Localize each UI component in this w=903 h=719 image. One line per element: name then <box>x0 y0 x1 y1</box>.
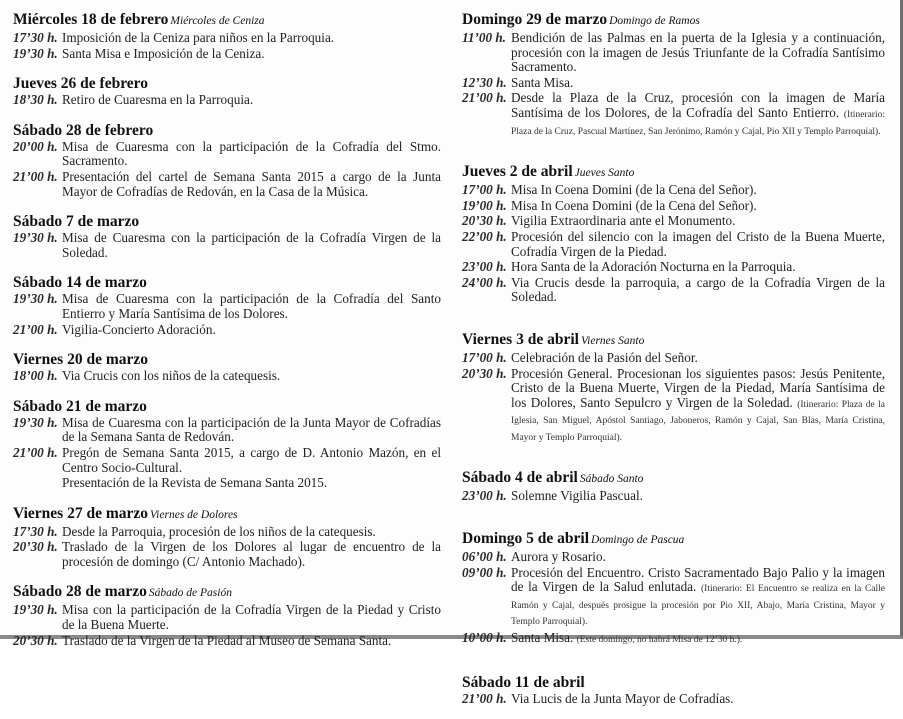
event-text: Misa de Cuaresma con la participación de la Junta Mayor de Cofradías de la Semana Santa de Redován. <box>62 414 441 445</box>
left-column <box>13 10 441 661</box>
event-row <box>13 603 441 632</box>
event-time: 20’30 h. <box>13 539 58 555</box>
event-time: 21’00 h. <box>13 168 58 184</box>
event-text: Misa In Coena Domini (de la Cena del Señor). <box>511 197 757 213</box>
event-text: Solemne Vigilia Pascual. <box>511 488 643 504</box>
day-heading <box>13 74 441 93</box>
day-heading <box>13 212 441 231</box>
event-time: 19’30 h. <box>13 230 58 246</box>
event-description <box>62 231 441 260</box>
event-text: Presentación de la Revista de Semana Santa 2015. <box>62 475 328 491</box>
event-time: 17’00 h. <box>462 182 507 198</box>
event-time: 21’00 h. <box>462 690 507 706</box>
event-time: 20’30 h. <box>462 365 507 381</box>
event-row <box>13 47 441 62</box>
event-time: 20’00 h. <box>13 138 58 154</box>
event-row <box>13 323 441 338</box>
event-description <box>62 93 441 108</box>
day-heading <box>462 468 885 489</box>
event-text: Celebración de la Pasión del Señor. <box>511 349 698 365</box>
day-heading <box>462 529 885 550</box>
event-row <box>462 550 885 565</box>
event-text: Aurora y Rosario. <box>511 549 606 565</box>
event-row <box>462 351 885 366</box>
event-description <box>511 367 885 446</box>
day-heading <box>13 10 441 31</box>
event-text: Hora Santa de la Adoración Nocturna en la Parroquia. <box>511 259 796 275</box>
event-text: Pregón de Semana Santa 2015, a cargo de D. Antonio Mazón, en el Centro Socio-Cultural. <box>62 444 441 475</box>
event-time: 19’30 h. <box>13 602 58 618</box>
event-text: Traslado de la Virgen de la Piedad al Museo de Semana Santa. <box>62 632 392 648</box>
day-date: Viernes 3 de abril <box>462 330 579 348</box>
liturgical-day: Domingo de Ramos <box>609 15 700 27</box>
day-heading <box>13 504 441 525</box>
event-description <box>62 323 441 338</box>
event-text: Misa de Cuaresma con la participación de la Cofradía del Stmo. Sacramento. <box>62 138 441 169</box>
event-text: Vigilia Extraordinaria ante el Monumento. <box>511 213 736 229</box>
event-row <box>462 631 885 648</box>
day-section <box>13 273 441 337</box>
event-row <box>13 170 441 199</box>
event-row <box>462 183 885 198</box>
event-time: 06’00 h. <box>462 549 507 565</box>
event-description <box>511 230 885 259</box>
day-heading <box>462 10 885 31</box>
event-row <box>462 692 885 707</box>
event-row <box>462 260 885 275</box>
event-text: Traslado de la Virgen de los Dolores al lugar de encuentro de la procesión de domingo (C/ Antonio Machado). <box>62 539 441 569</box>
event-row <box>13 634 441 649</box>
event-text: Via Crucis desde la parroquia, a cargo de la Cofradía Virgen de la Soledad. <box>511 274 885 305</box>
liturgical-day: Viernes Santo <box>580 334 645 347</box>
event-row <box>13 292 441 321</box>
event-text: Misa de Cuaresma con la participación de la Cofradía del Santo Entierro y María Santísima de los Dolores. <box>62 291 441 321</box>
event-description <box>511 183 885 198</box>
event-row <box>462 91 885 139</box>
event-time: 09’00 h. <box>462 564 507 580</box>
day-section <box>13 74 441 108</box>
event-text: Santa Misa. <box>511 74 574 90</box>
liturgical-day: Sábado de Pasión <box>148 587 232 600</box>
day-date: Domingo 29 de marzo <box>462 11 608 28</box>
event-row <box>13 140 441 169</box>
event-time: 17’30 h. <box>13 523 58 539</box>
day-date: Sábado 28 de febrero <box>13 121 154 139</box>
itinerary-note: (Itinerario: El Encuentro se realiza en la Calle Ramón y Cajal, después prosigue la procesión por Pio XII, Abajo, María Cristina, Mayor y Templo Parroquial). <box>511 584 885 628</box>
event-time: 10’00 h. <box>462 630 507 646</box>
event-description <box>511 566 885 630</box>
day-date: Viernes 27 de marzo <box>13 504 149 522</box>
day-section <box>13 212 441 260</box>
event-description <box>62 540 441 569</box>
day-section <box>462 10 885 139</box>
event-text: Misa con la participación de la Cofradía Virgen de la Piedad y Cristo de la Buena Muerte. <box>62 602 441 633</box>
day-section <box>13 582 441 648</box>
event-description <box>62 446 441 475</box>
day-date: Sábado 28 de marzo <box>13 583 147 601</box>
event-text: Presentación del cartel de Semana Santa 2015 a cargo de la Junta Mayor de Cofradías de Redován, en la Casa de la Música. <box>62 168 441 199</box>
event-description <box>511 260 885 275</box>
event-time: 19’30 h. <box>13 414 58 430</box>
event-text: Misa de Cuaresma con la participación de la Cofradía Virgen de la Soledad. <box>62 230 441 260</box>
event-description <box>62 31 441 46</box>
liturgical-day: Domingo de Pascua <box>591 534 685 547</box>
event-time: 22’00 h. <box>462 228 507 244</box>
event-description <box>511 351 885 366</box>
day-section <box>462 162 885 305</box>
event-row <box>462 76 885 91</box>
event-description <box>62 369 441 384</box>
event-time: 21’00 h. <box>13 321 58 337</box>
event-text: Bendición de las Palmas en la puerta de la Iglesia y a continuación, procesión con la imagen de Jesús Triunfante de la Cofradía Santísimo Sacramento. <box>511 30 885 75</box>
event-row <box>462 276 885 305</box>
event-description <box>511 489 885 504</box>
event-description <box>511 214 885 229</box>
event-time: 12’30 h. <box>462 74 507 90</box>
event-time: 24’00 h. <box>462 274 507 290</box>
event-description <box>62 47 441 62</box>
event-text: Desde la Plaza de la Cruz, procesión con la imagen de María Santísima de los Dolores, de la Cofradía del Santo Entierro. <box>511 90 885 120</box>
day-section <box>13 10 441 61</box>
event-row <box>462 199 885 214</box>
event-row <box>13 231 441 260</box>
right-column <box>462 10 885 719</box>
event-time: 18’30 h. <box>13 92 58 108</box>
event-description <box>62 170 441 199</box>
event-row <box>13 540 441 569</box>
event-time <box>13 476 62 491</box>
day-heading <box>13 350 441 369</box>
event-description <box>511 31 885 75</box>
event-description <box>62 416 441 445</box>
day-date: Sábado 11 de abril <box>462 673 585 691</box>
day-date: Jueves 26 de febrero <box>13 75 149 93</box>
event-description <box>62 603 441 632</box>
day-section <box>462 468 885 504</box>
event-text: Procesión del silencio con la imagen del Cristo de la Buena Muerte, Cofradía Virgen de la Piedad. <box>511 228 885 259</box>
event-time: 21’00 h. <box>13 444 58 460</box>
day-date: Sábado 21 de marzo <box>13 397 147 415</box>
event-time: 19’00 h. <box>462 197 507 213</box>
day-section <box>13 350 441 384</box>
day-heading <box>13 582 441 603</box>
event-description <box>511 199 885 214</box>
itinerary-note: (Este domingo, no habrá Misa de 12’30 h.). <box>576 635 743 646</box>
day-section <box>13 397 441 491</box>
day-section <box>462 673 885 707</box>
day-date: Viernes 20 de marzo <box>13 351 149 369</box>
event-text: Via Lucis de la Junta Mayor de Cofradías. <box>511 690 734 706</box>
day-heading <box>13 273 441 292</box>
event-description <box>62 634 441 649</box>
event-time: 20’30 h. <box>13 632 58 648</box>
day-section <box>13 121 441 199</box>
event-row <box>13 476 441 491</box>
event-description <box>511 76 885 91</box>
event-row <box>13 525 441 540</box>
event-description <box>511 550 885 565</box>
event-row <box>13 416 441 445</box>
event-description <box>511 276 885 305</box>
event-row <box>13 446 441 475</box>
event-text: Retiro de Cuaresma en la Parroquia. <box>62 92 254 108</box>
event-description <box>62 140 441 169</box>
event-text: Via Crucis con los niños de la catequesis. <box>62 368 281 384</box>
event-text: Vigilia-Concierto Adoración. <box>62 321 216 337</box>
event-row <box>13 31 441 46</box>
liturgical-day: Jueves Santo <box>574 167 635 180</box>
day-date: Miércoles 18 de febrero <box>13 11 169 28</box>
itinerary-note: (Itinerario: Plaza de la Iglesia, San Miguel, Apóstol Santiago, Jaboneros, Ramón y Cajal, San Blas, María Cristina, Mayor y Templo Parroquial). <box>511 399 886 443</box>
day-date: Jueves 2 de abril <box>462 163 573 181</box>
event-description <box>511 692 885 707</box>
event-text: Santa Misa e Imposición de la Ceniza. <box>62 45 265 61</box>
day-heading <box>13 121 441 140</box>
event-description <box>62 476 441 491</box>
day-section <box>13 504 441 570</box>
day-date: Sábado 7 de marzo <box>13 213 140 231</box>
event-time: 23’00 h. <box>462 259 507 275</box>
day-date: Sábado 4 de abril <box>462 469 578 487</box>
liturgical-day: Miércoles de Ceniza <box>170 15 265 27</box>
event-text: Santa Misa. <box>511 630 574 646</box>
event-description <box>511 631 885 648</box>
event-time: 21’00 h. <box>462 90 507 106</box>
event-text: Imposición de la Ceniza para niños en la Parroquia. <box>62 30 335 45</box>
liturgical-day: Sábado Santo <box>579 473 644 486</box>
day-heading <box>462 673 885 692</box>
event-row <box>13 93 441 108</box>
day-date: Sábado 14 de marzo <box>13 274 147 292</box>
day-heading <box>462 330 885 351</box>
liturgical-day: Viernes de Dolores <box>150 508 238 521</box>
day-date: Domingo 5 de abril <box>462 530 590 548</box>
day-section <box>462 330 885 446</box>
event-time: 23’00 h. <box>462 488 507 504</box>
day-section <box>462 529 885 648</box>
event-row <box>462 31 885 75</box>
event-row <box>462 230 885 259</box>
event-row <box>462 566 885 630</box>
event-row <box>462 367 885 446</box>
event-description <box>62 525 441 540</box>
event-text: Procesión General. Procesionan los siguientes pasos: Jesús Penitente, Cristo de la Buena Muerte, Virgen de la Piedad, María Santísima de los Dolores, Santo Sepulcro y Virgen de la Soledad. <box>511 365 885 410</box>
event-row <box>462 489 885 504</box>
event-row <box>462 214 885 229</box>
day-heading <box>13 397 441 416</box>
event-time: 11’00 h. <box>462 30 506 45</box>
event-time: 20’30 h. <box>462 213 507 229</box>
event-text: Desde la Parroquia, procesión de los niños de la catequesis. <box>62 523 376 539</box>
event-time: 17’00 h. <box>462 349 507 365</box>
event-description <box>511 91 885 139</box>
event-time: 19’30 h. <box>13 291 58 307</box>
event-description <box>62 292 441 321</box>
itinerary-note: (Itinerario: Plaza de la Cruz, Pascual Martínez, San Jerónimo, Ramón y Cajal, Pio XII y Templo Parroquial). <box>511 109 885 137</box>
event-text: Procesión del Encuentro. Cristo Sacramentado Bajo Palio y la imagen de la Virgen de la Salud enlutada. <box>511 564 885 595</box>
event-time: 17’30 h. <box>13 30 58 45</box>
event-time: 19’30 h. <box>13 45 58 61</box>
event-text: Misa In Coena Domini (de la Cena del Señor). <box>511 182 757 198</box>
event-row <box>13 369 441 384</box>
event-time: 18’00 h. <box>13 368 58 384</box>
day-heading <box>462 162 885 183</box>
